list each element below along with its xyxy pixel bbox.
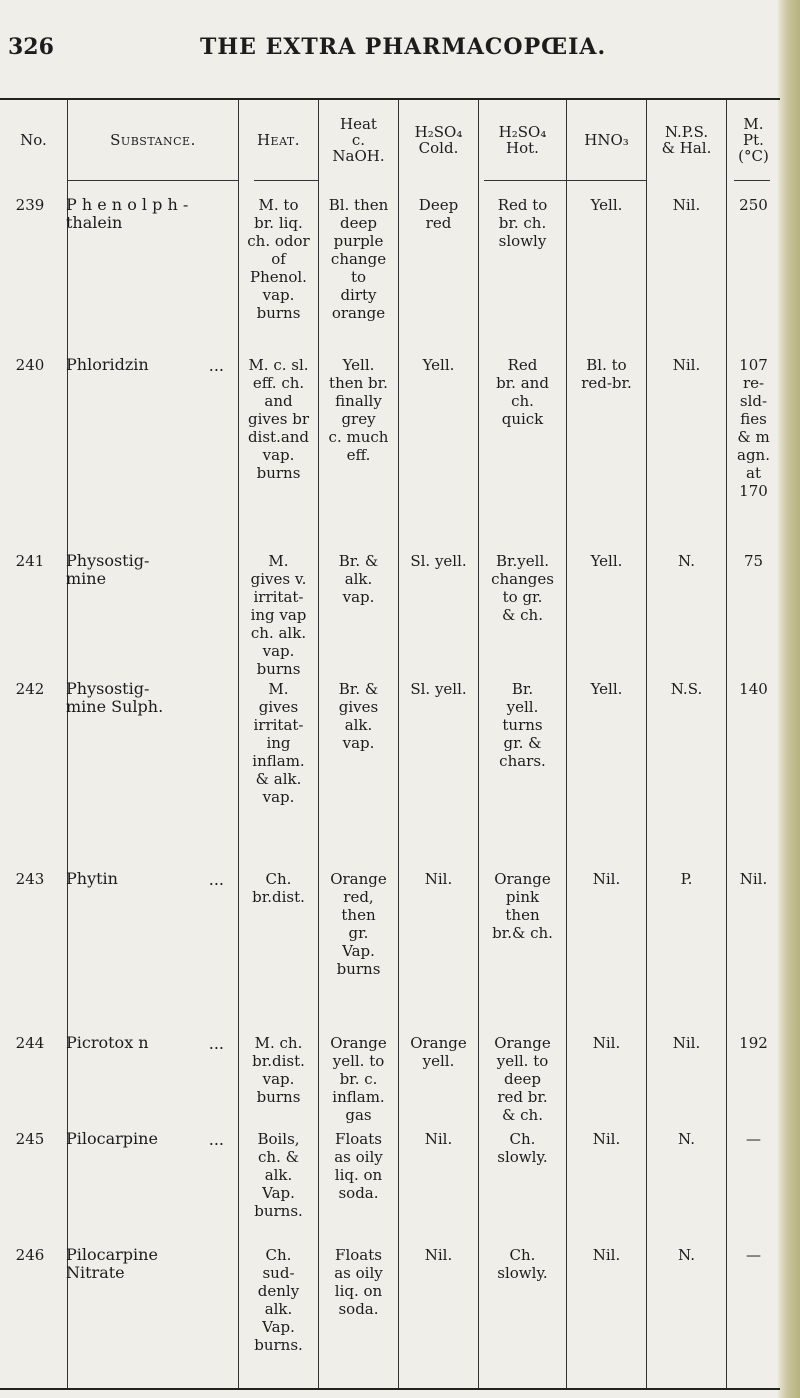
row-number: 241: [15, 552, 45, 570]
header-nps-hal: N.P.S. & Hal.: [661, 123, 712, 157]
hno3-cell: Nil.: [592, 870, 621, 888]
header-h2so4-hot: H₂SO₄ Hot.: [498, 123, 547, 157]
h2so4-cold-cell: Orange yell.: [410, 1034, 467, 1070]
running-title: THE EXTRA PHARMACOPŒIA.: [200, 34, 607, 60]
substance-name: Phloridzin: [66, 355, 149, 374]
row-number: 246: [15, 1246, 45, 1264]
header-melting-point: M. Pt. (°C): [738, 115, 769, 165]
heat-cell: Boils, ch. & alk. Vap. burns.: [254, 1130, 303, 1220]
nps-hal-cell: N.S.: [670, 680, 703, 698]
hno3-cell: Yell.: [590, 552, 623, 570]
nps-hal-cell: N.: [678, 552, 695, 570]
header-rule: [484, 180, 566, 181]
substance-name: Pilocarpine Nitrate: [66, 1245, 158, 1282]
table-row: [0, 195, 780, 322]
substance-name: Phytin: [66, 869, 118, 888]
column-divider: [67, 100, 68, 1388]
table-bottom-rule: [0, 1388, 780, 1390]
header-no: No.: [20, 131, 47, 149]
column-divider: [398, 100, 399, 1388]
hno3-cell: Nil.: [592, 1246, 621, 1264]
column-divider: [646, 100, 647, 1388]
h2so4-hot-cell: Ch. slowly.: [497, 1130, 548, 1166]
melting-point-cell: 107 re- sld- fies & m agn. at 170: [737, 356, 770, 500]
leader-dots: ...: [208, 356, 224, 375]
melting-point-cell: 192: [739, 1034, 768, 1052]
row-number: 245: [15, 1130, 45, 1148]
h2so4-cold-cell: Nil.: [424, 870, 453, 888]
header-substance: Substance.: [110, 131, 196, 149]
hno3-cell: Nil.: [592, 1034, 621, 1052]
row-number: 239: [15, 196, 45, 214]
h2so4-cold-cell: Deep red: [418, 196, 459, 232]
header-rule: [68, 180, 238, 181]
h2so4-cold-cell: Sl. yell.: [410, 552, 467, 570]
melting-point-cell: 75: [743, 552, 764, 570]
table-row: [0, 869, 780, 978]
heat-cell: M. ch. br.dist. vap. burns: [252, 1034, 305, 1106]
heat-cell: Ch. br.dist.: [252, 870, 305, 906]
page-header: [0, 30, 800, 70]
table-row: [0, 551, 780, 678]
heat-naoh-cell: Bl. then deep purple change to dirty orange: [328, 196, 389, 322]
substance-name: P h e n o l p h - thalein: [66, 195, 189, 232]
table-row: [0, 679, 780, 806]
substance-name: Pilocarpine: [66, 1129, 158, 1148]
heat-naoh-cell: Floats as oily liq. on soda.: [334, 1246, 383, 1318]
heat-cell: M. c. sl. eff. ch. and gives br dist.and vap. burns: [247, 356, 310, 482]
substance-name: Physostig- mine Sulph.: [66, 679, 164, 716]
heat-naoh-cell: Floats as oily liq. on soda.: [334, 1130, 383, 1202]
row-number: 244: [15, 1034, 45, 1052]
nps-hal-cell: Nil.: [672, 196, 701, 214]
heat-naoh-cell: Br. & alk. vap.: [338, 552, 379, 606]
hno3-cell: Yell.: [590, 680, 623, 698]
h2so4-cold-cell: Nil.: [424, 1246, 453, 1264]
nps-hal-cell: N.: [678, 1130, 695, 1148]
h2so4-hot-cell: Br.yell. changes to gr. & ch.: [491, 552, 554, 624]
header-rule: [566, 180, 646, 181]
h2so4-hot-cell: Ch. slowly.: [497, 1246, 548, 1282]
nps-hal-cell: N.: [678, 1246, 695, 1264]
header-h2so4-cold: H₂SO₄ Cold.: [414, 123, 463, 157]
heat-naoh-cell: Orange yell. to br. c. inflam. gas: [330, 1034, 387, 1124]
leader-dots: ...: [208, 870, 224, 889]
heat-cell: M. gives v. irritat- ing vap ch. alk. vap. burns: [250, 552, 307, 678]
table-row: [0, 1245, 780, 1354]
page-edge: [778, 0, 800, 1398]
heat-naoh-cell: Br. & gives alk. vap.: [338, 680, 379, 752]
h2so4-cold-cell: Sl. yell.: [410, 680, 467, 698]
h2so4-cold-cell: Yell.: [422, 356, 455, 374]
h2so4-hot-cell: Orange pink then br.& ch.: [492, 870, 553, 942]
table-row: [0, 355, 780, 500]
hno3-cell: Bl. to red-br.: [581, 356, 632, 392]
heat-naoh-cell: Orange red, then gr. Vap. burns: [330, 870, 387, 978]
melting-point-cell: Nil.: [739, 870, 768, 888]
row-number: 240: [15, 356, 45, 374]
h2so4-hot-cell: Br. yell. turns gr. & chars.: [499, 680, 546, 770]
page-number: 326: [8, 34, 54, 60]
header-hno3: HNO₃: [584, 131, 629, 149]
table-row: [0, 1129, 780, 1220]
h2so4-hot-cell: Orange yell. to deep red br. & ch.: [494, 1034, 551, 1124]
heat-cell: M. gives irritat- ing inflam. & alk. vap.: [252, 680, 305, 806]
nps-hal-cell: Nil.: [672, 1034, 701, 1052]
header-rule: [734, 180, 770, 181]
hno3-cell: Yell.: [590, 196, 623, 214]
header-heat-naoh: Heat c. NaOH.: [332, 115, 385, 165]
h2so4-cold-cell: Nil.: [424, 1130, 453, 1148]
melting-point-cell: 140: [739, 680, 768, 698]
substance-name: Physostig- mine: [66, 551, 150, 588]
heat-cell: Ch. sud- denly alk. Vap. burns.: [254, 1246, 303, 1354]
h2so4-hot-cell: Red br. and ch. quick: [496, 356, 549, 428]
substance-name: Picrotox n: [66, 1033, 149, 1052]
table-row: [0, 1033, 780, 1124]
leader-dots: ...: [208, 1130, 224, 1149]
hno3-cell: Nil.: [592, 1130, 621, 1148]
column-divider: [726, 100, 727, 1388]
leader-dots: ...: [208, 1034, 224, 1053]
melting-point-cell: —: [746, 1246, 761, 1264]
h2so4-hot-cell: Red to br. ch. slowly: [497, 196, 548, 250]
header-heat: Heat.: [256, 131, 301, 149]
melting-point-cell: —: [746, 1130, 761, 1148]
heat-naoh-cell: Yell. then br. finally grey c. much eff.: [328, 356, 389, 464]
row-number: 243: [15, 870, 45, 888]
row-number: 242: [15, 680, 45, 698]
header-rule: [254, 180, 318, 181]
nps-hal-cell: Nil.: [672, 356, 701, 374]
melting-point-cell: 250: [739, 196, 768, 214]
column-divider: [566, 100, 567, 1388]
nps-hal-cell: P.: [680, 870, 693, 888]
heat-cell: M. to br. liq. ch. odor of Phenol. vap. burns: [247, 196, 310, 322]
